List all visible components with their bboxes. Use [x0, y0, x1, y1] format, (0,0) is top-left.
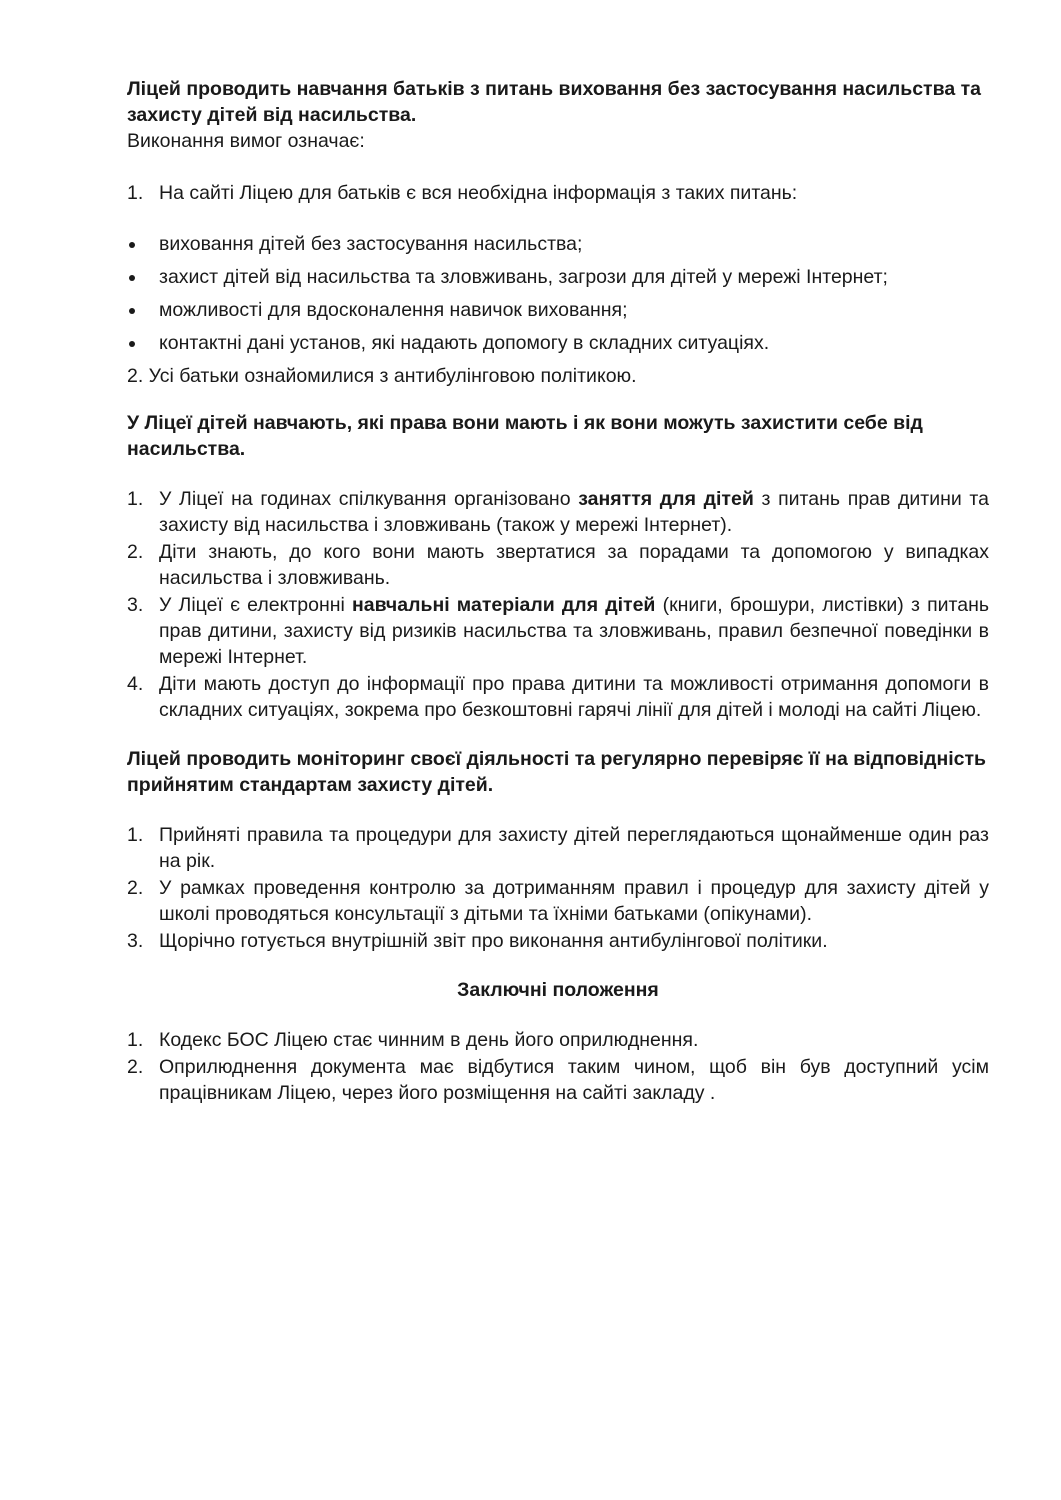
list-item: 3. У Ліцеї є електронні навчальні матеріали для дітей (книги, брошури, листівки) з питань прав дитини, захисту від ризиків насильства та зловживань, правил безпечної поведінки в мережі Інтернет.: [127, 594, 990, 668]
parent-topics-bullets: [127, 231, 989, 363]
section-heading-final-provisions: Заключні положення: [457, 979, 659, 1001]
list-item: 2. Діти знають, до кого вони мають звертатися за порадами та допомогою у випадках насильства і зловживань.: [127, 541, 989, 589]
list-item: 4. Діти мають доступ до інформації про права дитини та можливості отримання допомоги в складних ситуаціях, зокрема про безкоштовні гарячі лінії для дітей і молоді на сайті Ліцею.: [127, 673, 989, 721]
document-page: [127, 76, 989, 1107]
bullet-icon: [129, 308, 135, 314]
section-heading-monitoring: Ліцей проводить моніторинг своєї діяльності та регулярно перевіряє її на відповідність прийнятим стандартам захисту дітей.: [127, 748, 987, 796]
list-item: 3. Щорічно готується внутрішній звіт про виконання антибулінгової політики.: [127, 930, 828, 952]
list-item: 1. У Ліцеї на годинах спілкування організовано заняття для дітей з питань прав дитини та захисту від насильства і зловживань (також у мережі Інтернет).: [127, 488, 989, 536]
bullet-item: можливості для вдосконалення навичок виховання;: [127, 297, 989, 330]
bullet-icon: [129, 341, 135, 347]
list-item: 1. Прийняті правила та процедури для захисту дітей переглядаються щонайменше один раз на рік.: [127, 824, 989, 872]
monitoring-list: [127, 822, 989, 954]
list-item: 2. Оприлюднення документа має відбутися таким чином, щоб він був доступний усім працівникам Ліцею, через його розміщення на сайті закладу .: [127, 1056, 989, 1104]
bullet-item: контактні дані установ, які надають допомогу в складних ситуаціях.: [127, 330, 989, 363]
bullet-item: захист дітей від насильства та зловживань, загрози для дітей у мережі Інтернет;: [127, 264, 989, 297]
list-item: 1. Кодекс БОС Ліцею стає чинним в день його оприлюднення.: [127, 1029, 699, 1051]
bullet-icon: [129, 242, 135, 248]
final-provisions-list: [127, 1027, 989, 1106]
bullet-icon: [129, 275, 135, 281]
list-item: 1. На сайті Ліцею для батьків є вся необхідна інформація з таких питань:: [127, 182, 798, 204]
section-heading-children-rights: У Ліцеї дітей навчають, які права вони мають і як вони можуть захистити себе від насильства.: [127, 412, 923, 460]
section-heading-parent-training: Ліцей проводить навчання батьків з питань виховання без застосування насильства та захисту дітей від насильства.: [127, 78, 981, 126]
parent-info-list: [127, 180, 989, 206]
list-item: 2. У рамках проведення контролю за дотриманням правил і процедур для захисту дітей у школі проводяться консультації з дітьми та їхніми батьками (опікунами).: [127, 877, 989, 925]
antibullying-item: 2. Усі батьки ознайомилися з антибулінговою політикою.: [127, 365, 637, 387]
requirements-intro: Виконання вимог означає:: [127, 130, 365, 152]
bullet-item: виховання дітей без застосування насильства;: [127, 231, 989, 264]
children-rights-list: [127, 486, 989, 723]
